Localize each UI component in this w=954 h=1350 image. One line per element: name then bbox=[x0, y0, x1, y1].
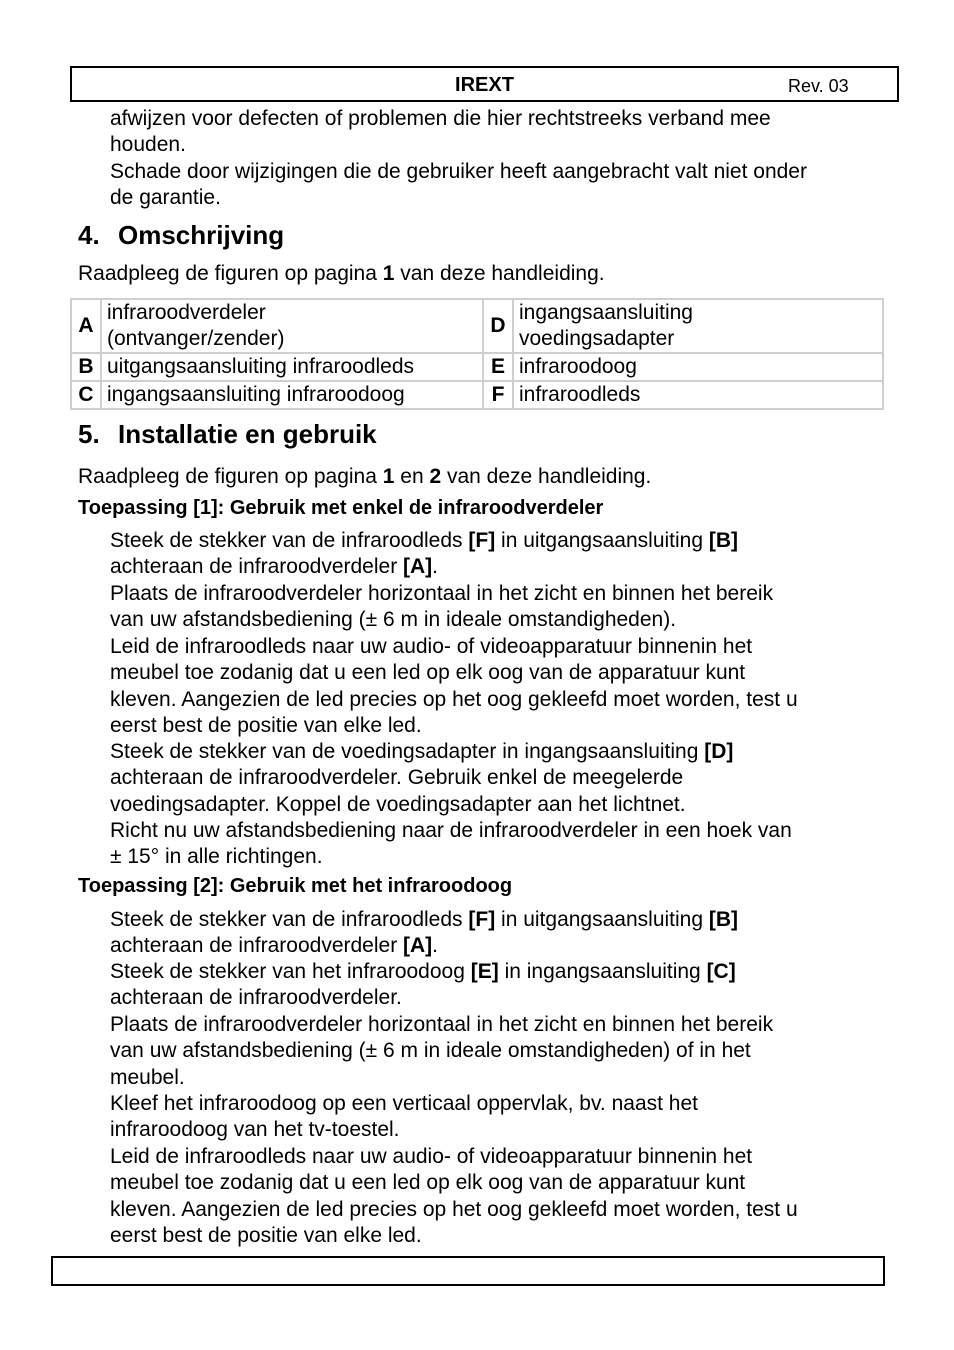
header-title: IREXT bbox=[455, 74, 514, 96]
section-5-number: 5. bbox=[78, 419, 100, 449]
table-key: E bbox=[483, 353, 513, 381]
app2-step-5: Leid de infraroodleds naar uw audio- of videoapparatuur binnenin het meubel toe zodanig dat u een led op elk oog van de apparatuur kunt kleven. Aangezien de led precies op het oog gekleefd moet worden, test u eerst best de positie van elke led. bbox=[110, 1145, 798, 1247]
app1-step-2: Plaats de infraroodverdeler horizontaal in het zicht en binnen het bereik van uw afstandsbediening (± 6 m in ideale omstandigheden). bbox=[110, 582, 774, 632]
section-4-heading bbox=[78, 220, 284, 251]
section-4-number: 4. bbox=[78, 220, 100, 250]
table-key: F bbox=[483, 381, 513, 409]
app1-step-3: Leid de infraroodleds naar uw audio- of videoapparatuur binnenin het meubel toe zodanig dat u een led op elk oog van de apparatuur kunt kleven. Aangezien de led precies op het oog gekleefd moet worden, test u eerst best de positie van elke led. bbox=[110, 635, 798, 737]
table-row bbox=[71, 381, 883, 409]
parts-table bbox=[70, 298, 884, 410]
intro-paragraph-1: afwijzen voor defecten of problemen die hier rechtstreeks verband mee houden. bbox=[110, 107, 771, 157]
app2-step-1: Steek de stekker van de infraroodleds [F] in uitgangsaansluiting [B] achteraan de infraroodverdeler [A]. bbox=[110, 908, 739, 958]
table-key: C bbox=[71, 381, 101, 409]
table-description: infraroodoog bbox=[513, 353, 883, 381]
app1-step-5: Richt nu uw afstandsbediening naar de infraroodverdeler in een hoek van ± 15° in alle richtingen. bbox=[110, 819, 792, 869]
header-revision: Rev. 03 bbox=[788, 76, 849, 96]
page-footer bbox=[51, 1256, 885, 1286]
table-key: B bbox=[71, 353, 101, 381]
table-description: uitgangsaansluiting infraroodleds bbox=[101, 353, 483, 381]
section-5-reference: Raadpleeg de figuren op pagina 1 en 2 van deze handleiding. bbox=[78, 465, 652, 488]
app2-step-4: Kleef het infraroodoog op een verticaal oppervlak, bv. naast het infraroodoog van het tv-toestel. bbox=[110, 1092, 698, 1142]
section-4-reference: Raadpleeg de figuren op pagina 1 van deze handleiding. bbox=[78, 262, 605, 285]
section-5-heading bbox=[78, 419, 377, 450]
table-key: D bbox=[483, 299, 513, 353]
app2-step-3: Plaats de infraroodverdeler horizontaal in het zicht en binnen het bereik van uw afstandsbediening (± 6 m in ideale omstandigheden) of in het meubel. bbox=[110, 1013, 774, 1089]
table-row bbox=[71, 299, 883, 353]
section-5-title: Installatie en gebruik bbox=[118, 419, 377, 449]
application-1-title: Toepassing [1]: Gebruik met enkel de infraroodverdeler bbox=[78, 497, 604, 519]
app2-step-2: Steek de stekker van het infraroodoog [E] in ingangsaansluiting [C] achteraan de infraroodverdeler. bbox=[110, 960, 736, 1010]
application-2-title: Toepassing [2]: Gebruik met het infraroodoog bbox=[78, 875, 513, 897]
table-description: infraroodverdeler (ontvanger/zender) bbox=[101, 299, 483, 353]
page-header bbox=[70, 66, 899, 102]
table-description: infraroodleds bbox=[513, 381, 883, 409]
table-description: ingangsaansluiting infraroodoog bbox=[101, 381, 483, 409]
table-row bbox=[71, 353, 883, 381]
table-description: ingangsaansluiting voedingsadapter bbox=[513, 299, 883, 353]
app1-step-1: Steek de stekker van de infraroodleds [F] in uitgangsaansluiting [B] achteraan de infraroodverdeler [A]. bbox=[110, 529, 739, 579]
section-4-title: Omschrijving bbox=[118, 220, 285, 250]
table-key: A bbox=[71, 299, 101, 353]
intro-paragraph-2: Schade door wijzigingen die de gebruiker heeft aangebracht valt niet onder de garantie. bbox=[110, 160, 807, 210]
app1-step-4: Steek de stekker van de voedingsadapter in ingangsaansluiting [D] achteraan de infraroodverdeler. Gebruik enkel de meegelerde voedingsadapter. Koppel de voedingsadapter aan het lichtnet. bbox=[110, 740, 734, 816]
